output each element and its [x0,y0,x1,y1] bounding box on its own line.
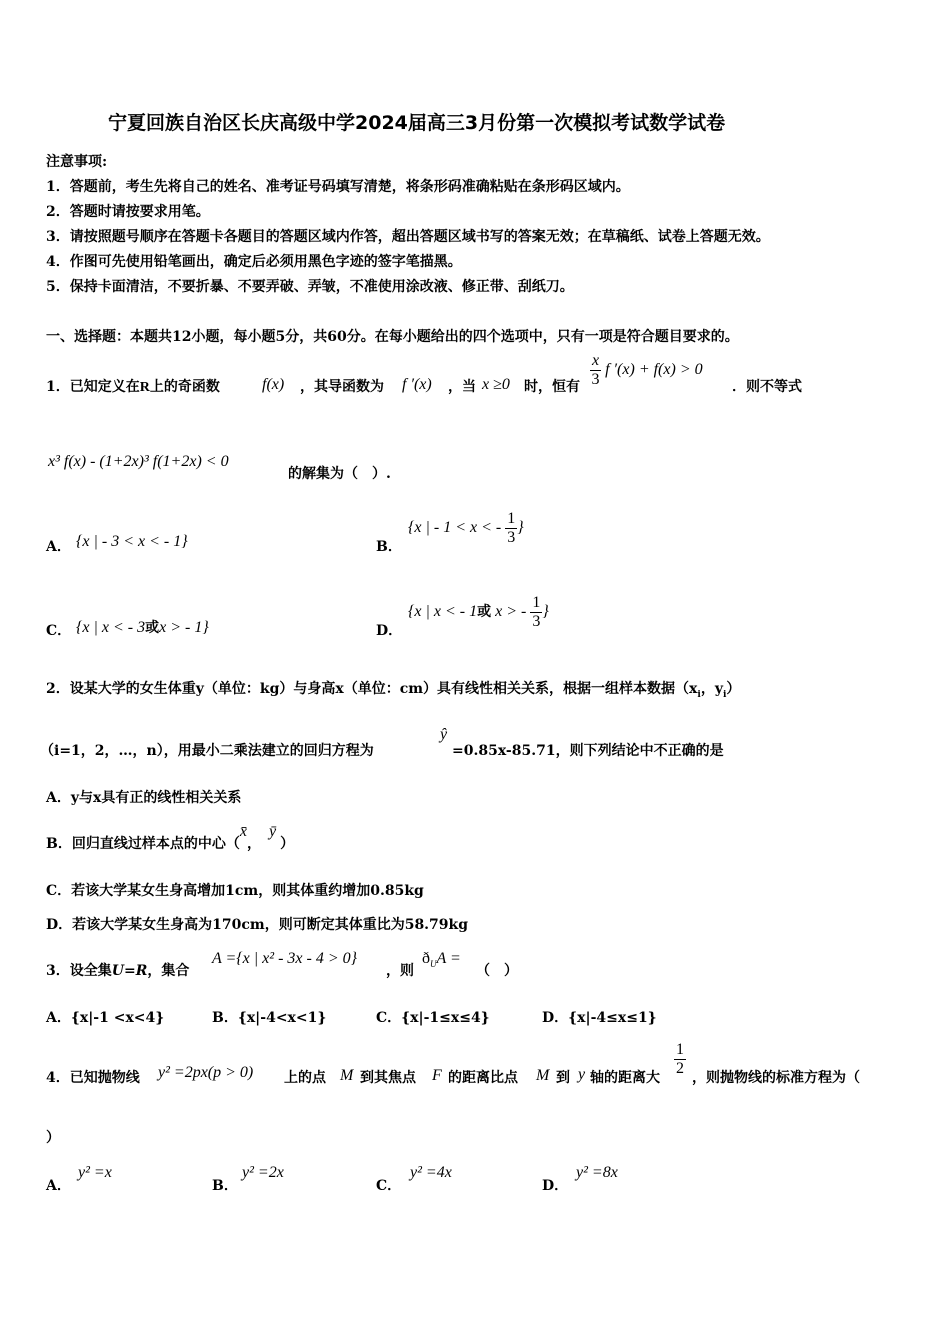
q4-option-c: y² =4x [410,1164,452,1181]
q1-fpx: f ′(x) [402,376,432,393]
q3-option-d: D．{x|-4≤x≤1} [542,1010,657,1026]
notice-item: 5．保持卡面清洁，不要折暴、不要弄破、弄皱，不准使用涂改液、修正带、刮纸刀。 [46,279,574,295]
q4-text: 轴的距离大 [590,1070,660,1086]
q1-text: ．则不等式 [732,379,802,395]
q2-text: =0.85x-85.71，则下列结论中不正确的是 [452,743,724,759]
q3-set: A ={x | x² - 3x - 4 > 0} [212,950,358,967]
q1-text: 的解集为（ ）. [288,466,391,482]
q4-option-a-label: A． [46,1178,71,1194]
q4-F: F [432,1067,442,1084]
q4-text: 到其焦点 [360,1070,416,1086]
q2-option-b: B．回归直线过样本点的中心（x̄，ȳ） [46,823,295,852]
notice-item: 3．请按照题号顺序在答题卡各题目的答题区域内作答，超出答题区域书写的答案无效；在草稿纸、试卷上答题无效。 [46,229,770,245]
notice-item: 2．答题时请按要求用笔。 [46,204,210,220]
q4-fraction: $\frac{1}{2}$ [676,1041,684,1077]
q1-fx: f(x) [262,376,285,393]
q4-option-d: y² =8x [576,1164,618,1181]
q2-option-a: A．y与x具有正的线性相关关系 [46,790,242,806]
q1-option-a: {x | - 3 < x < - 1} [76,533,188,550]
q4-text: 4．已知抛物线 [46,1070,140,1086]
q4-M: M [536,1067,550,1084]
q2-yhat: ŷ [440,726,448,743]
notice-item: 1．答题前，考生先将自己的姓名、准考证号码填写清楚，将条形码准确粘贴在条形码区域内。 [46,179,630,195]
q4-eq: y² =2px(p > 0) [158,1064,254,1081]
q3-text: ，则 [386,963,414,979]
q1-text: 1．已知定义在R上的奇函数 [46,379,220,395]
q1-text: 时，恒有 [524,379,580,395]
q2-option-d: D．若该大学某女生身高为170cm，则可断定其体重比为58.79kg [46,917,469,933]
q1-ineq: $\frac{x}{3}$ f ′(x) + f(x) > 0 [591,352,703,388]
q4-option-d-label: D． [542,1178,569,1194]
q4-option-b: y² =2x [242,1164,284,1181]
q1-text: ，当 [448,379,476,395]
q1-option-d-label: D． [376,623,403,639]
notice-heading: 注意事项: [46,154,108,170]
q4-text: ，则抛物线的标准方程为（ [692,1070,860,1086]
q1-option-a-label: A． [46,539,71,555]
q4-text: 上的点 [284,1070,326,1086]
q1-text: ，其导函数为 [300,379,384,395]
notice-item: 4．作图可先使用铅笔画出，确定后必须用黑色字迹的签字笔描黑。 [46,254,462,270]
q4-y: y [578,1066,586,1083]
q3-option-a: A．{x|-1 <x<4} [46,1010,165,1026]
section-heading: 一、选择题：本题共12小题，每小题5分，共60分。在每小题给出的四个选项中，只有一项是符合题目要求的。 [46,329,739,345]
q2-text: 2．设某大学的女生体重y（单位：kg）与身高x（单位：cm）具有线性相关关系，根据一组样本数据（$x_i$，$y_i$） [46,681,741,700]
q4-option-b-label: B． [212,1178,238,1194]
q3-option-b: B．{x|-4<x<1} [212,1010,327,1026]
q2-text: （i=1，2，…，n），用最小二乘法建立的回归方程为 [40,743,374,759]
q1-option-c-label: C． [46,623,72,639]
q4-M: M [340,1067,354,1084]
q4-option-c-label: C． [376,1178,402,1194]
q1-option-c: {x | x < - 3或x > - 1} [76,619,209,636]
q2-option-c: C．若该大学某女生身高增加1cm，则其体重约增加0.85kg [46,883,424,899]
q1-option-b-label: B． [376,539,402,555]
q3-text: 3．设全集U=R，集合 [46,963,190,979]
q1-option-b: {x | - 1 < x < - $\frac{1}{3}$ } [408,510,524,546]
q3-complement: $ð_UA$ = [422,950,461,970]
q4-text: ） [46,1130,60,1146]
q4-text: 到 [556,1070,570,1086]
q1-option-d: {x | x < - 1或 x > - $\frac{1}{3}$ } [408,594,549,630]
q1-cond: x ≥0 [482,376,510,393]
q4-text: 的距离比点 [448,1070,518,1086]
q3-text: （ ） [476,963,518,979]
q3-option-c: C．{x|-1≤x≤4} [376,1010,490,1026]
q1-ineq2: x³ f(x) - (1+2x)³ f(1+2x) < 0 [48,453,229,470]
page-title: 宁夏回族自治区长庆高级中学2024届高三3月份第一次模拟考试数学试卷 [108,112,726,134]
q4-option-a: y² =x [78,1164,112,1181]
